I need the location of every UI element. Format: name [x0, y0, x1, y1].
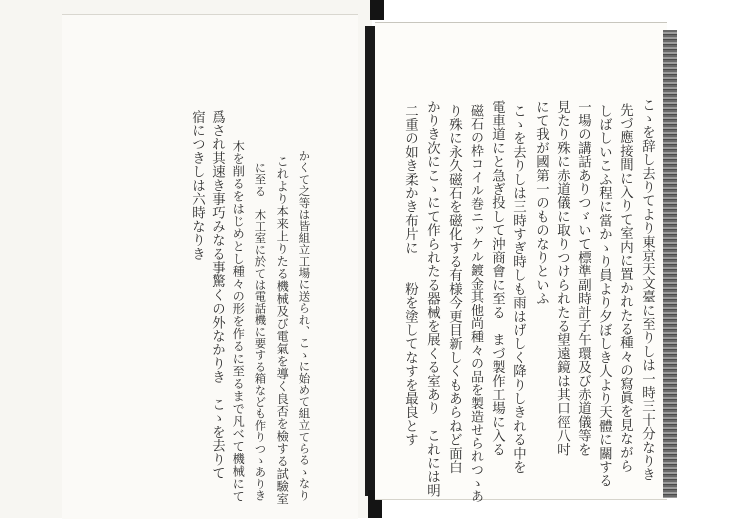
- right-page-column: 電車道にと急ぎ投して沖商會に至る まづ製作工場に入る: [489, 100, 505, 457]
- left-page-column: 爲され其速き事巧みなる事驚くの外なかりき こゝを去りて: [209, 110, 225, 480]
- right-page-column: り殊に永久磁石を磁化する有様今更目新しくもあらねど面白: [446, 104, 462, 474]
- right-page-column: かりき次にこゝにて作られたる器械を展くる室あり これには明: [424, 100, 440, 498]
- book-gutter-shadow-top: [370, 0, 384, 20]
- right-page-column: こゝを去りしは三時すぎ時しも雨はげしく降りしきれる中を: [510, 104, 526, 474]
- left-page-column: に至る 木工室に於ては電話機に要する箱なども作りつゝありき: [253, 162, 268, 502]
- left-page-column: これより本来上りたる機械及び電氣を導く良否を檢する試驗室: [275, 155, 290, 505]
- left-page-column: 木を削るをはじめとし種々の形を作るに至るまで凡べて機械にて: [231, 140, 246, 503]
- right-page-column: 見たり殊に赤道儀に取りつけられたる望遠鏡は其口徑八吋: [554, 100, 570, 457]
- right-page-column: 先づ應接間に入りて室内に置かれたる種々の寫眞を見ながら: [617, 103, 633, 473]
- right-page-column: こゝを辞し去りてより東京天文臺に至りしは一時三十分なりき: [639, 98, 655, 482]
- page-stack-edge: [663, 30, 677, 498]
- right-page-column: にて我が國第一のものなりといふ: [533, 100, 549, 306]
- left-page-column: 宿につきしは六時なりき: [189, 110, 205, 261]
- right-page-column: しばしいこふ程に當かゝり員より夕ぼしき人より天體に關する: [596, 104, 612, 488]
- right-page-column: 二重の如き柔かき布片に 粉を塗してなすを最良とす: [402, 104, 418, 447]
- left-page-column: かくて之等は皆組立工場に送られ、こゝに始めて組立てらるゝなり: [297, 150, 312, 501]
- right-page-column: 磁石の枠コイル巻ニッケル鍍金其他尚種々の品を製造せられつゝあ: [468, 104, 483, 503]
- book-gutter-shadow: [365, 26, 375, 496]
- right-page-column: 一場の講話ありつゞいて標準副時計子午環及び赤道儀等を: [575, 100, 591, 457]
